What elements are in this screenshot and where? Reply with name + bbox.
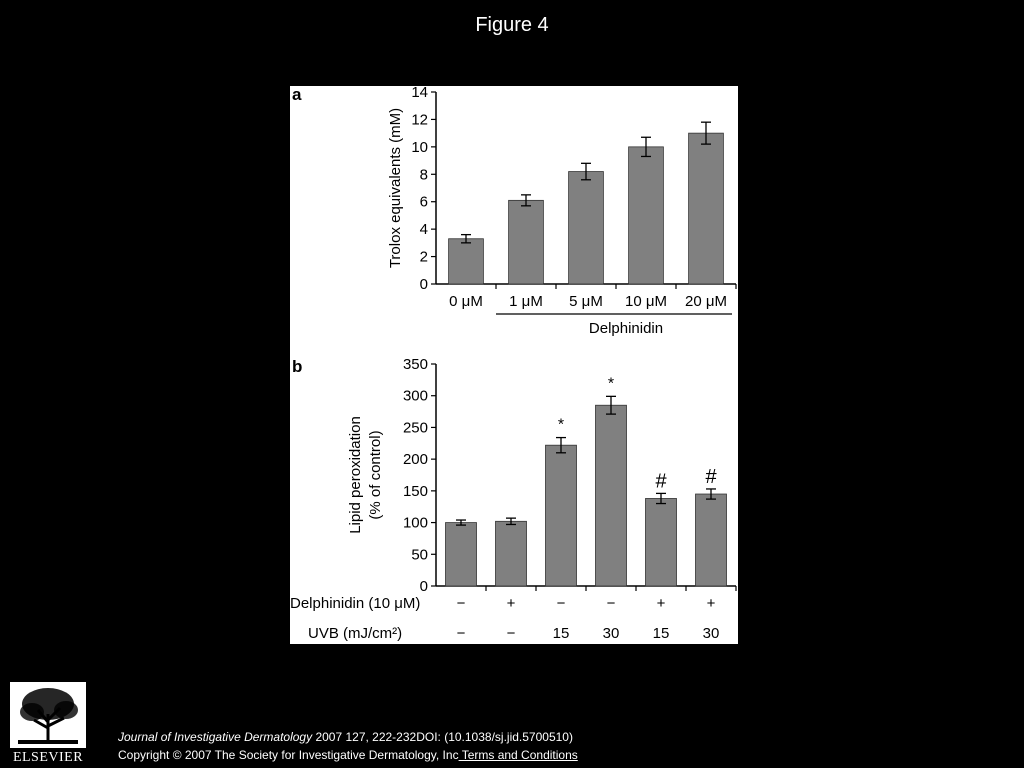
y-axis-label: Trolox equivalents (mM) bbox=[387, 107, 404, 269]
y-axis-label: (% of control) bbox=[367, 430, 384, 520]
uvb-row-value: 30 bbox=[702, 625, 720, 642]
citation-block bbox=[118, 728, 578, 764]
y-tick-label: 200 bbox=[402, 451, 428, 469]
elsevier-logo bbox=[8, 680, 88, 766]
bar bbox=[449, 239, 484, 284]
row-label-uvb: UVB (mJ/cm²) bbox=[308, 625, 403, 642]
citation-line bbox=[118, 728, 578, 746]
y-tick-label: 150 bbox=[402, 482, 428, 500]
terms-link[interactable]: Terms and Conditions bbox=[458, 748, 578, 762]
delphinidin-row-value: + bbox=[506, 595, 516, 612]
delphinidin-row-value: + bbox=[706, 595, 716, 612]
x-tick-label: 1 μM bbox=[509, 293, 543, 310]
journal-name: Journal of Investigative Dermatology bbox=[118, 730, 313, 744]
x-tick-label: 5 μM bbox=[569, 293, 603, 310]
delphinidin-row-value: − bbox=[606, 595, 616, 612]
bar bbox=[629, 147, 664, 284]
y-tick-label: 350 bbox=[402, 356, 428, 373]
significance-marker: # bbox=[655, 470, 667, 493]
y-tick-label: 300 bbox=[402, 387, 428, 405]
y-tick-label: 250 bbox=[402, 419, 428, 437]
tree-icon bbox=[8, 680, 88, 750]
bar bbox=[596, 405, 627, 586]
bar bbox=[509, 200, 544, 284]
y-tick-label: 4 bbox=[419, 221, 428, 239]
uvb-row-value: − bbox=[456, 625, 466, 642]
y-tick-label: 6 bbox=[419, 193, 428, 211]
delphinidin-row-value: − bbox=[456, 595, 466, 612]
copyright-line bbox=[118, 746, 578, 764]
y-tick-label: 10 bbox=[411, 138, 428, 156]
significance-marker: * bbox=[557, 416, 565, 434]
uvb-row-value: 30 bbox=[602, 625, 620, 642]
y-tick-label: 12 bbox=[411, 111, 428, 129]
y-tick-label: 14 bbox=[411, 86, 428, 101]
bar bbox=[696, 494, 727, 586]
bar bbox=[569, 172, 604, 284]
panel-label: b bbox=[292, 357, 303, 376]
row-label-delphinidin: Delphinidin (10 μM) bbox=[290, 595, 421, 612]
y-tick-label: 2 bbox=[419, 248, 428, 266]
bar bbox=[496, 521, 527, 586]
y-tick-label: 0 bbox=[419, 276, 428, 293]
significance-marker: * bbox=[607, 375, 615, 393]
significance-marker: # bbox=[705, 465, 717, 488]
figure-panel bbox=[290, 86, 738, 644]
uvb-row-value: 15 bbox=[552, 625, 570, 642]
copyright-text: Copyright © 2007 The Society for Investigative Dermatology, Inc bbox=[118, 748, 459, 762]
bar bbox=[446, 523, 477, 586]
figure-svg bbox=[290, 86, 738, 644]
citation-details: 2007 127, 222-232DOI: (10.1038/sj.jid.5700510) bbox=[312, 730, 573, 744]
logo-text: ELSEVIER bbox=[12, 750, 84, 765]
uvb-row-value: 15 bbox=[652, 625, 670, 642]
y-tick-label: 8 bbox=[419, 166, 428, 184]
bar bbox=[546, 445, 577, 586]
y-tick-label: 100 bbox=[402, 514, 428, 532]
panel-label: a bbox=[292, 86, 302, 104]
uvb-row-value: − bbox=[506, 625, 516, 642]
x-tick-label: 10 μM bbox=[625, 293, 667, 310]
bar bbox=[689, 133, 724, 284]
delphinidin-row-value: + bbox=[656, 595, 666, 612]
x-tick-label: 0 μM bbox=[449, 293, 483, 310]
bar bbox=[646, 498, 677, 586]
x-tick-label: 20 μM bbox=[685, 293, 727, 310]
y-axis-label: Lipid peroxidation bbox=[347, 416, 364, 534]
y-tick-label: 50 bbox=[411, 546, 428, 564]
y-tick-label: 0 bbox=[419, 578, 428, 595]
slide-title: Figure 4 bbox=[475, 14, 549, 36]
group-label: Delphinidin bbox=[588, 320, 664, 337]
delphinidin-row-value: − bbox=[556, 595, 566, 612]
